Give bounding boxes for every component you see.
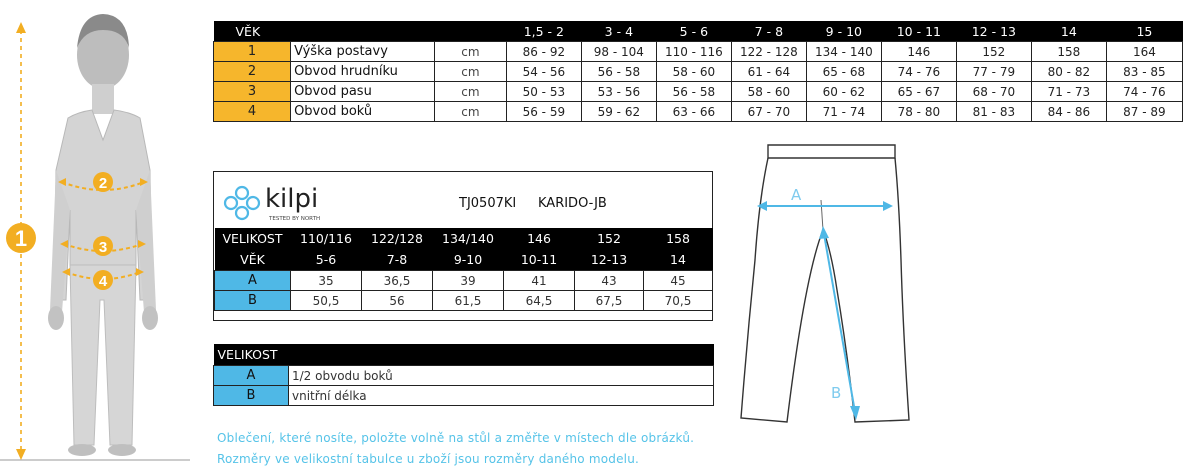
row-number: 3	[214, 82, 291, 102]
svg-text:2: 2	[98, 175, 108, 192]
cell: 122 - 128	[731, 42, 806, 62]
table-row	[214, 366, 714, 386]
cell: 65 - 67	[881, 82, 956, 102]
cell: 35	[291, 271, 362, 291]
size-col: 146	[504, 228, 575, 249]
age-col: 10 - 11	[881, 21, 956, 42]
cell: 81 - 83	[956, 102, 1031, 122]
size-table-header	[214, 21, 1183, 42]
cell: 56	[362, 291, 433, 311]
cell: 74 - 76	[1106, 82, 1182, 102]
age-col: 5-6	[291, 249, 362, 271]
cell: 164	[1106, 42, 1182, 62]
age-col: 9 - 10	[806, 21, 881, 42]
row-number: 1	[214, 42, 291, 62]
cell: 45	[644, 271, 713, 291]
cell: 71 - 73	[1031, 82, 1106, 102]
label-b: B	[831, 384, 842, 402]
model-name: KARIDO-JB	[538, 196, 607, 211]
cell: 50,5	[291, 291, 362, 311]
cell: 39	[433, 271, 504, 291]
cell: 60 - 62	[806, 82, 881, 102]
cell: 58 - 60	[731, 82, 806, 102]
row-unit: cm	[434, 82, 506, 102]
cell: 56 - 59	[506, 102, 581, 122]
cell: 54 - 56	[506, 62, 581, 82]
measure-instruction: Oblečení, které nosíte, položte volně na stůl a změřte v místech dle obrázků.	[217, 431, 695, 445]
pants-diagram	[735, 140, 915, 430]
age-header: VĚK	[214, 21, 291, 42]
age-col: 15	[1106, 21, 1182, 42]
cell: 56 - 58	[656, 82, 731, 102]
cell: 65 - 68	[806, 62, 881, 82]
cell: 83 - 85	[1106, 62, 1182, 82]
age-col: 7 - 8	[731, 21, 806, 42]
cell: 84 - 86	[1031, 102, 1106, 122]
table-row	[214, 102, 1183, 122]
svg-text:kilpi: kilpi	[265, 184, 319, 214]
row-label: Obvod pasu	[291, 82, 435, 102]
cell: 158	[1031, 42, 1106, 62]
age-col: 1,5 - 2	[506, 21, 581, 42]
row-number: 2	[214, 62, 291, 82]
body-measurement-figure	[0, 0, 200, 472]
model-header	[214, 172, 712, 228]
cell: 146	[881, 42, 956, 62]
marker-1	[6, 223, 36, 253]
svg-text:3: 3	[98, 239, 108, 256]
marker-3	[93, 236, 113, 256]
row-key: B	[215, 291, 291, 311]
size-header: VELIKOST	[215, 228, 291, 249]
svg-text:TESTED BY NORTH: TESTED BY NORTH	[269, 216, 321, 222]
cell: 70,5	[644, 291, 713, 311]
age-col: 3 - 4	[581, 21, 656, 42]
age-col: 12-13	[575, 249, 644, 271]
cell: 74 - 76	[881, 62, 956, 82]
row-key: A	[215, 271, 291, 291]
age-col: 9-10	[433, 249, 504, 271]
legend-header: VELIKOST	[214, 344, 714, 366]
cell: 67,5	[575, 291, 644, 311]
cell: 36,5	[362, 271, 433, 291]
table-row	[215, 271, 713, 291]
age-header: VĚK	[215, 249, 291, 271]
cell: 152	[956, 42, 1031, 62]
row-label: Obvod hrudníku	[291, 62, 435, 82]
svg-text:4: 4	[98, 273, 108, 290]
legend-desc: 1/2 obvodu boků	[289, 366, 714, 386]
cell: 87 - 89	[1106, 102, 1182, 122]
model-note: Rozměry ve velikostní tabulce u zboží jsou rozměry daného modelu.	[217, 452, 640, 466]
svg-text:1: 1	[14, 226, 28, 251]
cell: 67 - 70	[731, 102, 806, 122]
marker-4	[93, 270, 113, 290]
cell: 58 - 60	[656, 62, 731, 82]
age-col: 5 - 6	[656, 21, 731, 42]
age-col: 12 - 13	[956, 21, 1031, 42]
table-row	[214, 62, 1183, 82]
cell: 134 - 140	[806, 42, 881, 62]
cell: 78 - 80	[881, 102, 956, 122]
cell: 98 - 104	[581, 42, 656, 62]
cell: 110 - 116	[656, 42, 731, 62]
row-unit: cm	[434, 62, 506, 82]
age-col: 10-11	[504, 249, 575, 271]
row-label: Výška postavy	[291, 42, 435, 62]
size-col: 152	[575, 228, 644, 249]
legend-key: A	[214, 366, 289, 386]
size-table	[213, 21, 1183, 122]
size-col: 122/128	[362, 228, 433, 249]
table-row	[214, 386, 714, 406]
age-col: 7-8	[362, 249, 433, 271]
table-row	[214, 42, 1183, 62]
row-unit: cm	[434, 42, 506, 62]
age-col: 14	[1031, 21, 1106, 42]
row-number: 4	[214, 102, 291, 122]
cell: 41	[504, 271, 575, 291]
cell: 68 - 70	[956, 82, 1031, 102]
cell: 61 - 64	[731, 62, 806, 82]
size-col: 158	[644, 228, 713, 249]
marker-2	[93, 172, 113, 192]
kilpi-logo	[221, 179, 351, 223]
row-label: Obvod boků	[291, 102, 435, 122]
legend-desc: vnitřní délka	[289, 386, 714, 406]
size-col: 110/116	[291, 228, 362, 249]
label-a: A	[791, 186, 802, 204]
size-col: 134/140	[433, 228, 504, 249]
cell: 53 - 56	[581, 82, 656, 102]
cell: 64,5	[504, 291, 575, 311]
model-code: TJ0507KI	[459, 196, 517, 211]
table-row	[214, 82, 1183, 102]
model-size-table	[213, 171, 713, 321]
cell: 50 - 53	[506, 82, 581, 102]
cell: 77 - 79	[956, 62, 1031, 82]
row-unit: cm	[434, 102, 506, 122]
cell: 63 - 66	[656, 102, 731, 122]
cell: 43	[575, 271, 644, 291]
cell: 86 - 92	[506, 42, 581, 62]
cell: 61,5	[433, 291, 504, 311]
cell: 80 - 82	[1031, 62, 1106, 82]
cell: 59 - 62	[581, 102, 656, 122]
cell: 56 - 58	[581, 62, 656, 82]
table-row	[215, 291, 713, 311]
cell: 71 - 74	[806, 102, 881, 122]
legend-key: B	[214, 386, 289, 406]
age-col: 14	[644, 249, 713, 271]
legend-table	[213, 344, 714, 406]
